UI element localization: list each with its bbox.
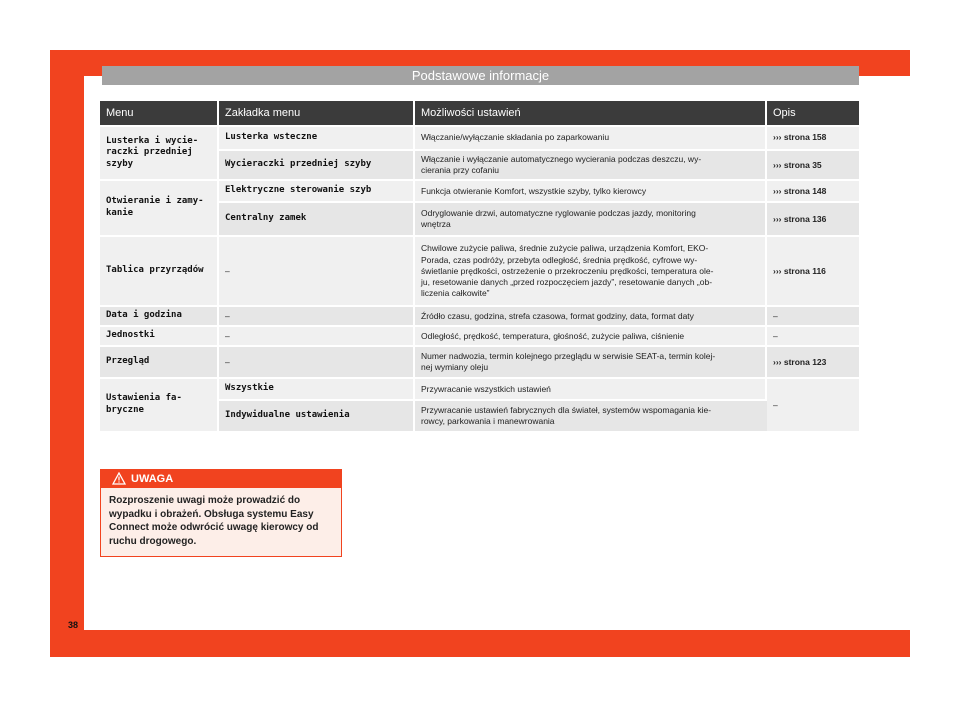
row-submenu: Wszystkie <box>219 377 415 399</box>
row-menu: Ustawienia fa- bryczne <box>100 377 219 431</box>
row-menu: Jednostki <box>100 325 219 345</box>
row-submenu: Elektryczne sterowanie szyb <box>219 179 415 201</box>
table-row <box>100 179 859 201</box>
row-options: Przywracanie wszystkich ustawień <box>415 377 767 399</box>
row-options: Źródło czasu, godzina, strefa czasowa, format godziny, data, format daty <box>415 305 767 325</box>
row-ref: ››› strona 123 <box>767 345 859 377</box>
row-ref: ››› strona 35 <box>767 149 859 179</box>
table-row <box>100 125 859 149</box>
settings-table <box>100 101 859 431</box>
row-menu: Lusterka i wycie- raczki przedniej szyby <box>100 125 219 179</box>
row-options: Funkcja otwieranie Komfort, wszystkie szyby, tylko kierowcy <box>415 179 767 201</box>
row-ref: – <box>767 305 859 325</box>
column-header-ref: Opis <box>767 101 859 125</box>
page-number: 38 <box>68 620 79 630</box>
table-row <box>100 235 859 305</box>
page-title: Podstawowe informacje <box>102 66 859 85</box>
row-submenu: – <box>219 325 415 345</box>
row-menu: Przegląd <box>100 345 219 377</box>
row-submenu: – <box>219 305 415 325</box>
row-options: Włączanie i wyłączanie automatycznego wycierania podczas deszczu, wy- cierania przy cofaniu <box>415 149 767 179</box>
table-row <box>100 325 859 345</box>
row-submenu: – <box>219 345 415 377</box>
row-menu: Otwieranie i zamy- kanie <box>100 179 219 235</box>
row-ref: ››› strona 136 <box>767 201 859 235</box>
warning-text: Rozproszenie uwagi może prowadzić do wypadku i obrażeń. Obsługa systemu Easy Connect może odwrócić uwagę kierowcy od ruchu drogowego. <box>109 495 319 547</box>
row-ref: – <box>767 325 859 345</box>
table-header-row <box>100 101 859 125</box>
row-submenu: Wycieraczki przedniej szyby <box>219 149 415 179</box>
column-header-menu: Menu <box>100 101 219 125</box>
warning-title: UWAGA <box>131 473 174 485</box>
warning-header <box>101 470 341 488</box>
row-ref: ››› strona 116 <box>767 235 859 305</box>
table-row <box>100 377 859 399</box>
row-submenu: Centralny zamek <box>219 201 415 235</box>
row-ref: ››› strona 158 <box>767 125 859 149</box>
row-options: Odległość, prędkość, temperatura, głośność, zużycie paliwa, ciśnienie <box>415 325 767 345</box>
row-options: Odryglowanie drzwi, automatyczne ryglowanie podczas jazdy, monitoring wnętrza <box>415 201 767 235</box>
table-row <box>100 305 859 325</box>
row-options: Włączanie/wyłączanie składania po zaparkowaniu <box>415 125 767 149</box>
row-options: Numer nadwozia, termin kolejnego przeglądu w serwisie SEAT-a, termin kolej- nej wymiany oleju <box>415 345 767 377</box>
row-submenu: Lusterka wsteczne <box>219 125 415 149</box>
warning-box <box>100 469 342 557</box>
column-header-submenu: Zakładka menu <box>219 101 415 125</box>
row-options: Chwilowe zużycie paliwa, średnie zużycie paliwa, urządzenia Komfort, EKO- Porada, czas podróży, przebyta odległość, średnia prędkość, cyfrowe wy- świetlanie prędkości, ostrzeżenie o przekroczeniu prędkości, temperatura ole- ju, resetowanie danych „przed rozpoczęciem jazdy”, resetowanie danych „ob- liczenia całkowite” <box>415 235 767 305</box>
row-options: Przywracanie ustawień fabrycznych dla świateł, systemów wspomagania kie- rowcy, parkowania i manewrowania <box>415 399 767 431</box>
row-submenu: – <box>219 235 415 305</box>
row-ref: – <box>767 377 859 431</box>
row-submenu: Indywidualne ustawienia <box>219 399 415 431</box>
warning-triangle-icon <box>112 472 126 485</box>
column-header-options: Możliwości ustawień <box>415 101 767 125</box>
row-ref: ››› strona 148 <box>767 179 859 201</box>
row-menu: Tablica przyrządów <box>100 235 219 305</box>
row-menu: Data i godzina <box>100 305 219 325</box>
table-row <box>100 345 859 377</box>
